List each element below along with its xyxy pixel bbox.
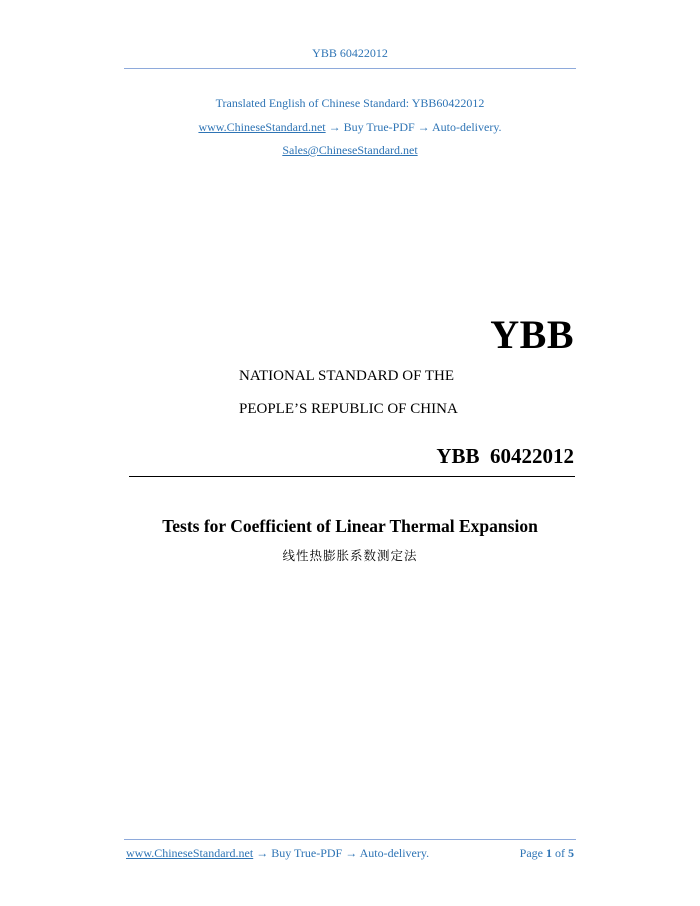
site-link[interactable]: www.ChineseStandard.net (198, 120, 326, 134)
promo-line-buy (0, 120, 700, 135)
page-of-label: of (555, 846, 565, 860)
national-standard-line-2: PEOPLE’S REPUBLIC OF CHINA (239, 401, 458, 417)
standard-logo: YBB (490, 312, 574, 357)
footer-buy-text: → Buy True-PDF → Auto-delivery. (253, 846, 430, 860)
page-indicator (520, 846, 574, 861)
standard-number: YBB 60422012 (436, 444, 574, 468)
standard-number-rule (129, 476, 575, 477)
footer-divider (124, 839, 576, 840)
promo-line-translated: Translated English of Chinese Standard: YBB60422012 (215, 96, 485, 110)
header-divider (124, 68, 576, 69)
national-standard-line-1: NATIONAL STANDARD OF THE (239, 368, 455, 384)
page-current: 1 (546, 846, 552, 860)
promo-buy-text: → Buy True-PDF → Auto-delivery. (325, 120, 502, 134)
email-link[interactable]: Sales@ChineseStandard.net (282, 143, 418, 157)
page-total: 5 (568, 846, 574, 860)
promo-line-email (0, 143, 700, 158)
document-title-english: Tests for Coefficient of Linear Thermal Expansion (162, 516, 538, 536)
running-header-title: YBB 60422012 (312, 46, 388, 60)
document-title-chinese: 线性热膨胀系数测定法 (282, 548, 418, 563)
page-label: Page (519, 846, 543, 860)
footer-site-link[interactable]: www.ChineseStandard.net (126, 846, 254, 860)
footer-promo (126, 846, 429, 861)
